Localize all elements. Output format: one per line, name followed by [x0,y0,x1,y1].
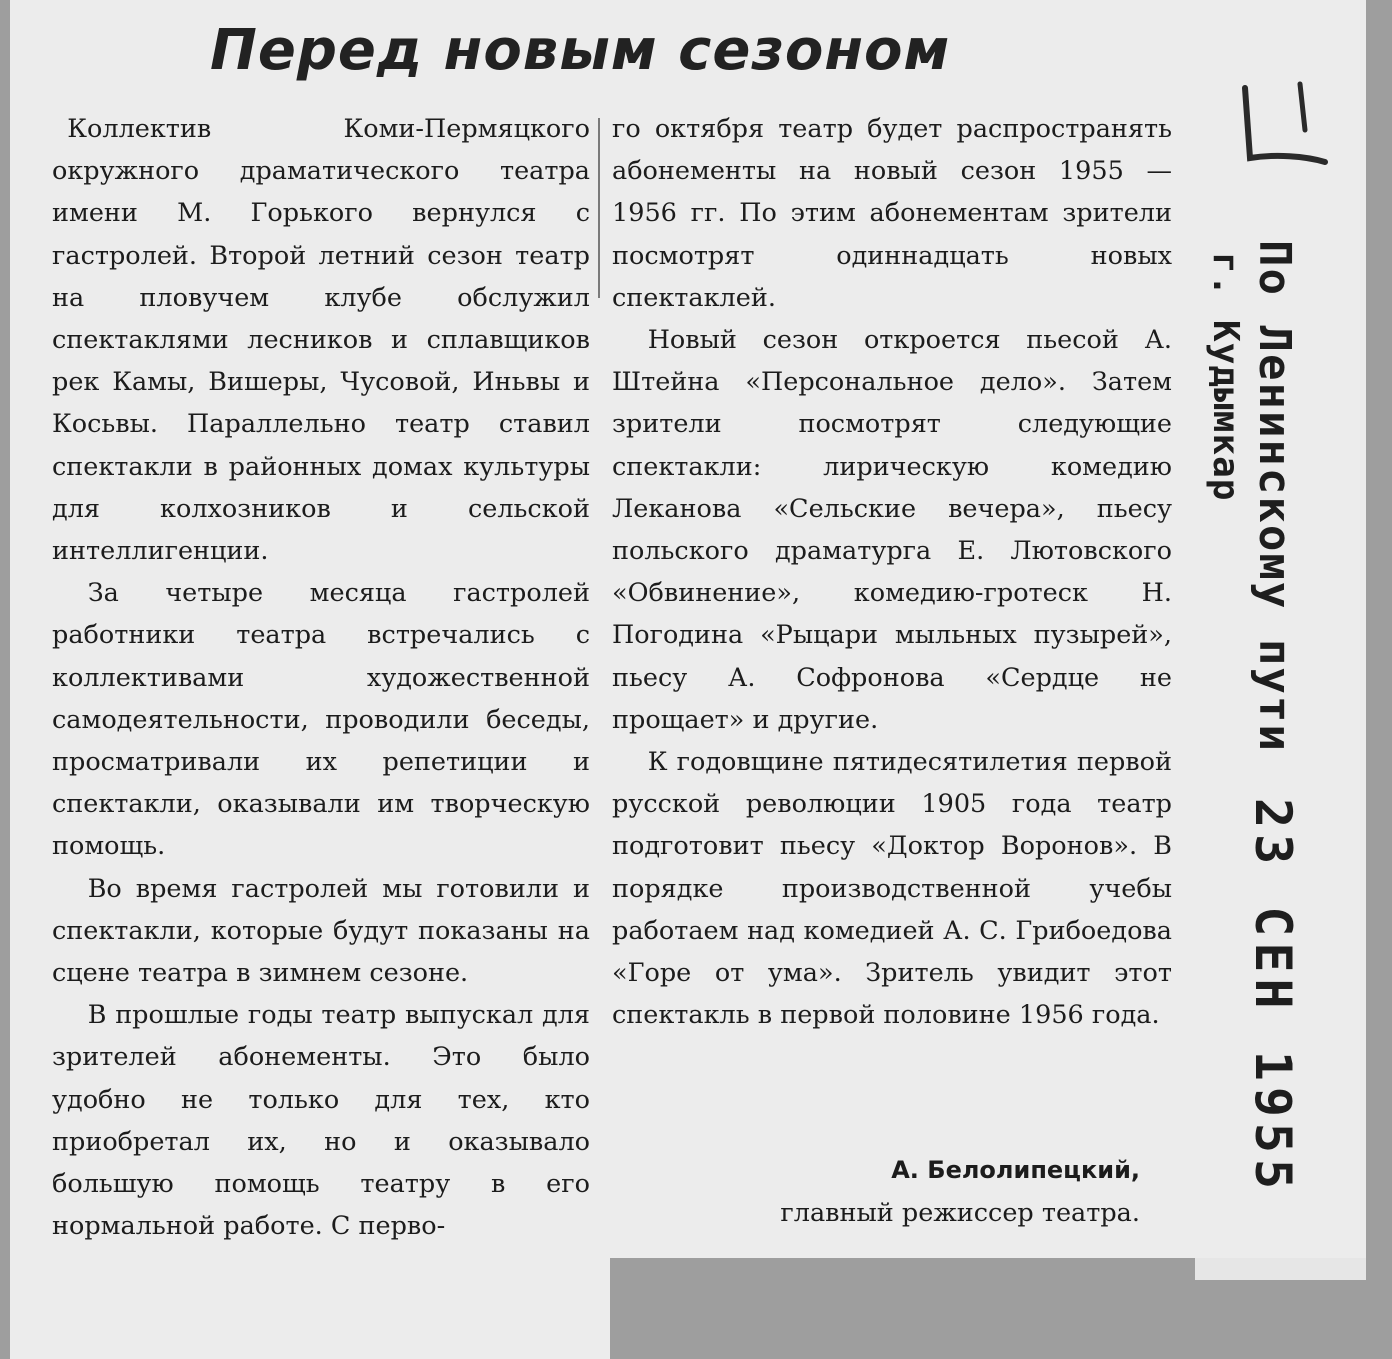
article-right-column [612,108,1172,1036]
stamp-date: 23 СЕН 1955 [1244,798,1302,1196]
stamp-newspaper-name: По Ленинскому пути [1249,240,1300,753]
article-paragraph: За четыре месяца гастролей работники театра встречались с коллективами художественной самодеятельности, проводили беседы, просматривали их репетиции и спектакли, оказывали им творческую помощь. [52,578,590,862]
article-paragraph: Во время гастролей мы готовили и спектакли, которые будут показаны на сцене театра в зимнем сезоне. [52,873,590,989]
article-headline: Перед новым сезоном [210,18,951,83]
handwritten-mark-icon [1225,70,1335,180]
article-paragraph: го октября театр будет распространять абонементы на новый сезон 1955 — 1956 гг. По этим абонементам зрители посмотрят одиннадцать новых спектаклей. [612,114,1172,313]
article-paragraph: К годовщине пятидесятилетия первой русской революции 1905 года театр подготовит пьесу «Доктор Воронов». В порядке производственной учебы работаем над комедией А. С. Грибоедова «Горе от ума». Зритель увидит этот спектакль в первой половине 1956 года. [612,747,1172,1031]
author-title: главный режиссер театра. [780,1198,1140,1228]
stamp-city: г. Кудымкар [1205,252,1246,502]
column-divider [598,118,600,298]
article-paragraph: В прошлые годы театр выпускал для зрителей абонементы. Это было удобно не только для тех, кто приобретал их, но и оказывало большую помощь театру в его нормальной работе. С перво- [52,1000,590,1242]
article-left-column [52,108,590,1247]
article-paragraph: Новый сезон откроется пьесой А. Штейна «Персональное дело». Затем зрители посмотрят следующие спектакли: лирическую комедию Леканова «Сельские вечера», пьесу польского драматурга Е. Лютовского «Обвинение», комедию-гротеск Н. Погодина «Рыцари мыльных пузырей», пьесу А. Софронова «Сердце не прощает» и другие. [612,325,1172,735]
author-name: А. Белолипецкий, [891,1156,1140,1184]
article-paragraph: Коллектив Коми-Пермяцкого окружного драматического театра имени М. Горького вернулся с гастролей. Второй летний сезон театр на пловучем клубе обслужил спектаклями лесников и сплавщиков рек Камы, Вишеры, Чусовой, Иньвы и Косьвы. Параллельно театр ставил спектакли в районных домах культуры для колхозников и сельской интеллигенции. [52,114,590,567]
